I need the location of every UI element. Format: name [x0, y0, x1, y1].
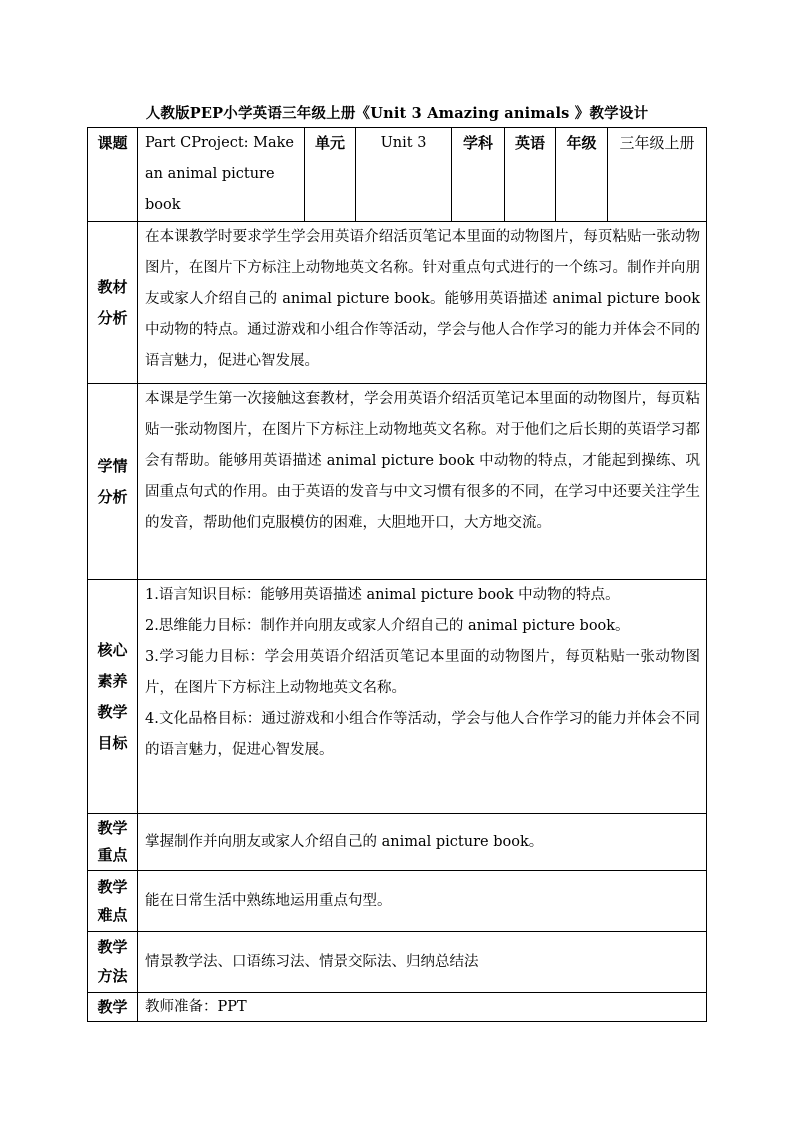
document-title: 人教版PEP小学英语三年级上册《Unit 3 Amazing animals 》教学设计 — [145, 105, 649, 122]
students-label-line-1: 学情 — [97, 456, 128, 475]
goals-label-line-2: 素养 — [97, 671, 128, 690]
material-analysis-row — [88, 222, 707, 384]
methods-row — [88, 932, 707, 993]
goal-item-language: 1.语言知识目标：能够用英语描述 animal picture book 中动物的特点。 — [145, 587, 620, 603]
methods-text: 情景教学法、口语练习法、情景交际法、归纳总结法 — [138, 932, 707, 993]
goals-label-line-4: 目标 — [97, 733, 128, 752]
methods-label-line-2: 方法 — [97, 967, 128, 985]
material-analysis-text: 在本课教学时要求学生学会用英语介绍活页笔记本里面的动物图片，每页粘贴一张动物图片，在图片下方标注上动物地英文名称。针对重点句式进行的一个练习。制作并向朋友或家人介绍自己的 animal picture book。能够用英语描述 animal picture book 中动物的特点。通过游戏和小组合作等活动，学会与他人合作学习的能力并体会不同的语言魅力，促进心智发展。 — [138, 222, 707, 384]
subject-value-cell — [505, 128, 556, 222]
methods-label-line-1: 教学 — [97, 938, 128, 956]
material-label-line-2: 分析 — [97, 308, 128, 327]
key-points-row — [88, 814, 707, 871]
goals-label-line-1: 核心 — [97, 640, 128, 659]
material-label-line-1: 教材 — [97, 277, 128, 296]
preparation-label-cell — [88, 993, 138, 1022]
grade-label: 年级 — [566, 134, 597, 152]
topic-value: Part CProject: Make an animal picture book — [138, 128, 305, 222]
difficulties-text: 能在日常生活中熟练地运用重点句型。 — [138, 871, 707, 932]
material-label-cell — [88, 222, 138, 384]
difficulties-label-line-1: 教学 — [97, 878, 128, 896]
difficulties-row — [88, 871, 707, 932]
student-analysis-row — [88, 384, 707, 580]
difficulties-label-cell — [88, 871, 138, 932]
core-goals-row — [88, 580, 707, 814]
topic-label: 课题 — [97, 134, 128, 152]
students-label-line-2: 分析 — [97, 487, 128, 506]
header-row — [88, 128, 707, 222]
preparation-label-line-1: 教学 — [97, 998, 128, 1016]
core-goals-content — [138, 580, 707, 814]
key-points-text: 掌握制作并向朋友或家人介绍自己的 animal picture book。 — [138, 814, 707, 871]
topic-label-cell — [88, 128, 138, 222]
key-points-label-cell — [88, 814, 138, 871]
goal-item-culture: 4.文化品格目标：通过游戏和小组合作等活动，学会与他人合作学习的能力并体会不同的语言魅力，促进心智发展。 — [145, 711, 700, 758]
goal-item-learning: 3.学习能力目标：学会用英语介绍活页笔记本里面的动物图片，每页粘贴一张动物图片，在图片下方标注上动物地英文名称。 — [145, 649, 700, 696]
unit-label-cell — [305, 128, 356, 222]
lesson-plan-table — [87, 127, 707, 1022]
key-points-label-line-1: 教学 — [97, 819, 128, 837]
grade-label-cell — [556, 128, 608, 222]
grade-value: 三年级上册 — [608, 128, 707, 222]
goals-label-line-3: 教学 — [97, 702, 128, 721]
goals-label-cell — [88, 580, 138, 814]
subject-label: 学科 — [462, 134, 493, 152]
methods-label-cell — [88, 932, 138, 993]
key-points-label-line-2: 重点 — [97, 846, 128, 864]
difficulties-label-line-2: 难点 — [97, 906, 128, 924]
preparation-row — [88, 993, 707, 1022]
student-analysis-text: 本课是学生第一次接触这套教材，学会用英语介绍活页笔记本里面的动物图片，每页粘贴一张动物图片，在图片下方标注上动物地英文名称。对于他们之后长期的英语学习都会有帮助。能够用英语描述 animal picture book 中动物的特点，才能起到操练、巩固重点句式的作用。由于英语的发音与中文习惯有很多的不同，在学习中还要关注学生的发音，帮助他们克服模仿的困难，大胆地开口，大方地交流。 — [138, 384, 707, 580]
subject-value: 英语 — [514, 134, 545, 152]
students-label-cell — [88, 384, 138, 580]
subject-label-cell — [452, 128, 505, 222]
unit-label: 单元 — [314, 134, 345, 152]
goal-item-thinking: 2.思维能力目标：制作并向朋友或家人介绍自己的 animal picture book。 — [145, 618, 630, 634]
preparation-text: 教师准备：PPT — [138, 993, 707, 1022]
unit-value: Unit 3 — [356, 128, 452, 222]
